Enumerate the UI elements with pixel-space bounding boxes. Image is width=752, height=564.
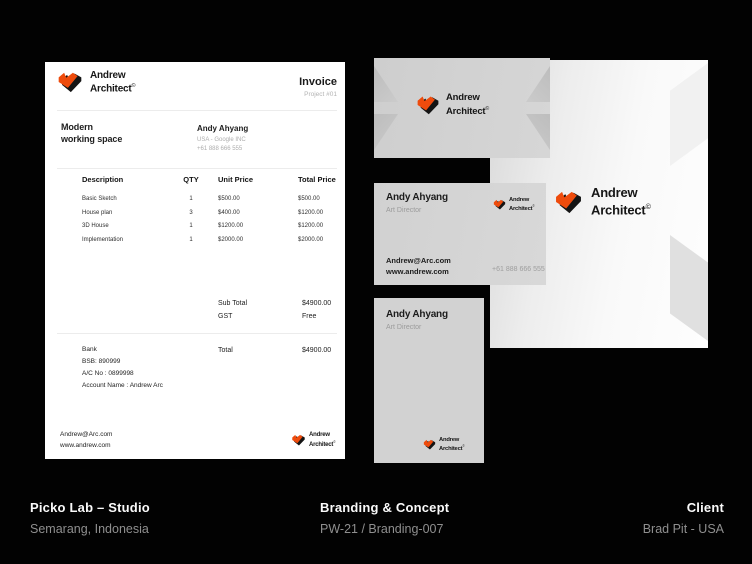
total-label: Total [218,347,233,354]
person-name: Andy Ahyang [386,192,448,203]
subject-line2: working space [61,133,123,144]
card-phone: +61 888 666 555 [492,266,545,273]
item-qty: 1 [189,223,193,229]
subtotal-value: $4900.00 [302,300,332,307]
item-total: $1200.00 [298,223,324,229]
contact-website: www.andrew.com [60,442,111,449]
item-total: $2000.00 [298,237,324,243]
total-value: $4900.00 [302,347,332,354]
subtotal-label: Sub Total [218,300,248,307]
brand-mark-icon [423,439,436,450]
col-description: Description [82,175,124,184]
col-unit-price: Unit Price [218,175,254,184]
brand-logo-text [309,432,335,448]
folder-facet-bottom [670,235,708,341]
trademark-symbol: © [485,105,490,112]
bank-account-name: Account Name : Andrew Arc [82,382,163,389]
trademark-symbol: © [532,204,535,209]
invoice-line-item [45,237,345,245]
trademark-symbol: © [333,439,336,444]
item-description: 3D House [82,223,109,229]
gst-value: Free [302,313,317,320]
card-website: www.andrew.com [386,267,449,276]
client-title: Client [686,500,724,515]
brand-logo [554,186,651,217]
card-bevel [374,66,398,102]
brand-mark-icon [57,71,83,93]
brand-logo-text [90,70,135,94]
brand-name-line1: Andrew [446,92,480,103]
card-email: Andrew@Arc.com [386,256,451,265]
invoice-line-item [45,223,345,231]
invoice-contact [60,429,112,451]
studio-subtitle: Semarang, Indonesia [30,522,149,536]
item-qty: 1 [189,237,193,243]
card-bevel [374,114,398,150]
caption-client [643,500,724,536]
brand-logo [57,70,135,94]
divider [57,110,337,111]
billed-to-block [197,124,248,152]
item-description: House plan [82,210,113,216]
item-total: $1200.00 [298,210,324,216]
gst-label: GST [218,313,233,320]
invoice-project-number: Project #01 [304,91,337,98]
brand-name-line1: Andrew [439,437,460,443]
invoice-line-item [45,196,345,204]
brand-name-line1: Andrew [591,185,638,200]
item-description: Basic Sketch [82,196,117,202]
item-total: $500.00 [298,196,320,202]
invoice-title: Invoice [299,76,337,88]
card-bevel [526,114,550,150]
brand-logo [416,93,489,117]
item-unit-price: $1200.00 [218,223,244,229]
divider [57,168,337,169]
card-identity [386,309,448,331]
item-description: Implementation [82,237,124,243]
person-name: Andy Ahyang [386,309,448,320]
invoice-table-header [45,175,345,185]
trademark-symbol: © [645,203,651,211]
studio-title: Picko Lab – Studio [30,500,150,515]
folder-facet-top [670,63,708,166]
business-card-contact-side [374,183,546,285]
brand-name-line1: Andrew [90,70,126,81]
brand-logo [493,197,534,213]
brand-mark-icon [291,434,306,446]
trademark-symbol: © [462,444,465,449]
client-phone: +61 888 666 555 [197,146,243,152]
caption-studio [30,500,150,536]
gst-row [45,313,345,322]
business-card-vertical [374,298,484,463]
brand-mark-icon [493,199,506,210]
item-qty: 1 [189,196,193,202]
card-bevel [526,66,550,102]
divider [57,333,337,334]
brand-logo-text [509,197,534,213]
bank-account-number: A/C No : 0899998 [82,370,134,377]
trademark-symbol: © [131,83,136,89]
project-subtitle: PW-21 / Branding-007 [320,522,444,536]
brand-name-line2: Architect [446,105,486,117]
contact-email: Andrew@Arc.com [60,431,113,438]
business-card-logo-side [374,58,550,158]
brand-mark-icon [554,190,583,214]
item-unit-price: $2000.00 [218,237,244,243]
bank-bsb: BSB: 890999 [82,358,121,365]
brand-name-line2: Architect [439,446,463,453]
brand-name-line1: Andrew [309,432,330,438]
brand-logo-text [446,93,489,117]
item-unit-price: $400.00 [218,210,240,216]
col-total-price: Total Price [298,175,336,184]
total-row [45,347,345,356]
subtotal-row [45,300,345,309]
brand-logo-text [591,186,651,217]
client-subtitle: Brad Pit - USA [642,522,724,536]
subject-line1: Modern [61,122,93,132]
invoice-document [45,62,345,459]
person-role: Art Director [386,324,422,331]
item-unit-price: $500.00 [218,196,240,202]
item-qty: 3 [189,210,193,216]
client-name: Andy Ahyang [197,124,249,133]
invoice-title-block [299,76,337,98]
caption-project [320,500,449,536]
brand-name-line2: Architect [90,83,132,95]
brand-name-line1: Andrew [509,197,530,203]
bank-title: Bank [82,346,97,353]
brand-logo-text [439,437,464,453]
brand-mark-icon [416,95,440,115]
card-contact-block [386,255,451,277]
client-company: USA - Google INC [197,136,246,143]
col-qty: QTY [183,175,199,184]
person-role: Art Director [386,207,422,214]
invoice-subject [61,122,122,145]
brand-logo [291,432,335,448]
brand-logo [423,437,464,453]
card-identity [386,192,448,214]
project-title: Branding & Concept [320,500,450,515]
brand-name-line2: Architect [309,441,334,448]
invoice-line-item [45,210,345,218]
brand-name-line2: Architect [591,202,646,218]
brand-name-line2: Architect [509,206,533,213]
